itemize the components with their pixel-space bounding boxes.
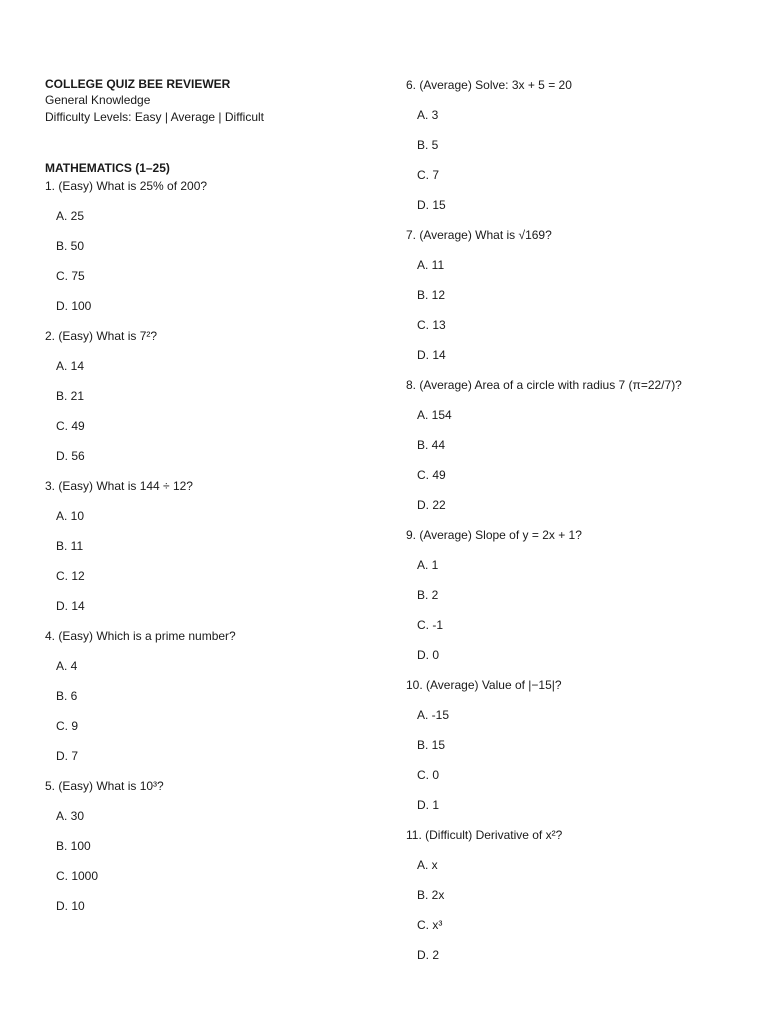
option-d: D. 22 (417, 498, 446, 512)
option-a: A. 10 (56, 509, 85, 523)
option-d: D. 0 (417, 648, 440, 662)
question-text: 5. (Easy) What is 10³? (45, 779, 164, 793)
option-b: B. 15 (417, 738, 446, 752)
question-block-8 (406, 376, 746, 514)
option-c: C. 9 (56, 719, 79, 733)
option-c: C. 12 (56, 569, 85, 583)
option-c: C. 1000 (56, 869, 99, 883)
option-d: D. 14 (56, 599, 85, 613)
option-c: C. 7 (417, 168, 440, 182)
option-d: D. 10 (56, 899, 85, 913)
option-c: C. 49 (417, 468, 446, 482)
option-d: D. 56 (56, 449, 85, 463)
option-b: B. 6 (56, 689, 78, 703)
section-spacer (45, 126, 365, 159)
option-a: A. 30 (56, 809, 85, 823)
option-c: C. 13 (417, 318, 446, 332)
question-text: 4. (Easy) Which is a prime number? (45, 629, 236, 643)
option-list (406, 406, 746, 514)
option-d: D. 2 (417, 948, 440, 962)
option-d: D. 100 (56, 299, 92, 313)
option-b: B. 11 (56, 539, 84, 553)
question-block-7 (406, 226, 746, 364)
option-a: A. -15 (417, 708, 450, 722)
option-list (45, 207, 365, 315)
question-block-1 (45, 177, 365, 315)
option-b: B. 50 (56, 239, 85, 253)
option-b: B. 5 (417, 138, 439, 152)
option-list (406, 106, 746, 214)
option-a: A. 1 (417, 558, 439, 572)
option-b: B. 2x (417, 888, 445, 902)
option-list (45, 507, 365, 615)
question-block-9 (406, 526, 746, 664)
option-d: D. 14 (417, 348, 446, 362)
question-text: 11. (Difficult) Derivative of x²? (406, 828, 563, 842)
right-column (406, 76, 746, 976)
option-b: B. 100 (56, 839, 91, 853)
option-list (406, 706, 746, 814)
option-list (45, 807, 365, 915)
question-block-2 (45, 327, 365, 465)
question-text: 6. (Average) Solve: 3x + 5 = 20 (406, 78, 572, 92)
document-title: COLLEGE QUIZ BEE REVIEWER (45, 77, 231, 91)
question-text: 10. (Average) Value of |−15|? (406, 678, 562, 692)
option-b: B. 21 (56, 389, 85, 403)
option-a: A. 154 (417, 408, 452, 422)
document-subtitle: General Knowledge (45, 93, 151, 107)
option-d: D. 15 (417, 198, 446, 212)
option-a: A. x (417, 858, 438, 872)
question-text: 3. (Easy) What is 144 ÷ 12? (45, 479, 193, 493)
question-block-10 (406, 676, 746, 814)
question-block-4 (45, 627, 365, 765)
option-a: A. 25 (56, 209, 85, 223)
question-block-3 (45, 477, 365, 615)
option-list (406, 856, 746, 964)
option-d: D. 1 (417, 798, 440, 812)
option-a: A. 11 (417, 258, 445, 272)
option-list (406, 556, 746, 664)
section-title: MATHEMATICS (1–25) (45, 161, 170, 175)
option-c: C. -1 (417, 618, 444, 632)
option-list (45, 657, 365, 765)
question-block-5 (45, 777, 365, 915)
question-text: 7. (Average) What is √169? (406, 228, 552, 242)
question-text: 1. (Easy) What is 25% of 200? (45, 179, 208, 193)
option-a: A. 4 (56, 659, 78, 673)
option-c: C. 75 (56, 269, 85, 283)
difficulty-levels: Difficulty Levels: Easy | Average | Difficult (45, 110, 264, 124)
option-b: B. 2 (417, 588, 439, 602)
left-column (45, 76, 365, 927)
option-list (45, 357, 365, 465)
option-c: C. x³ (417, 918, 443, 932)
option-c: C. 49 (56, 419, 85, 433)
question-text: 9. (Average) Slope of y = 2x + 1? (406, 528, 582, 542)
option-d: D. 7 (56, 749, 79, 763)
question-text: 8. (Average) Area of a circle with radius 7 (π=22/7)? (406, 378, 682, 392)
option-list (406, 256, 746, 364)
question-text: 2. (Easy) What is 7²? (45, 329, 158, 343)
option-b: B. 44 (417, 438, 446, 452)
option-c: C. 0 (417, 768, 440, 782)
question-block-11 (406, 826, 746, 964)
option-a: A. 3 (417, 108, 439, 122)
option-a: A. 14 (56, 359, 85, 373)
question-block-6 (406, 76, 746, 214)
option-b: B. 12 (417, 288, 446, 302)
